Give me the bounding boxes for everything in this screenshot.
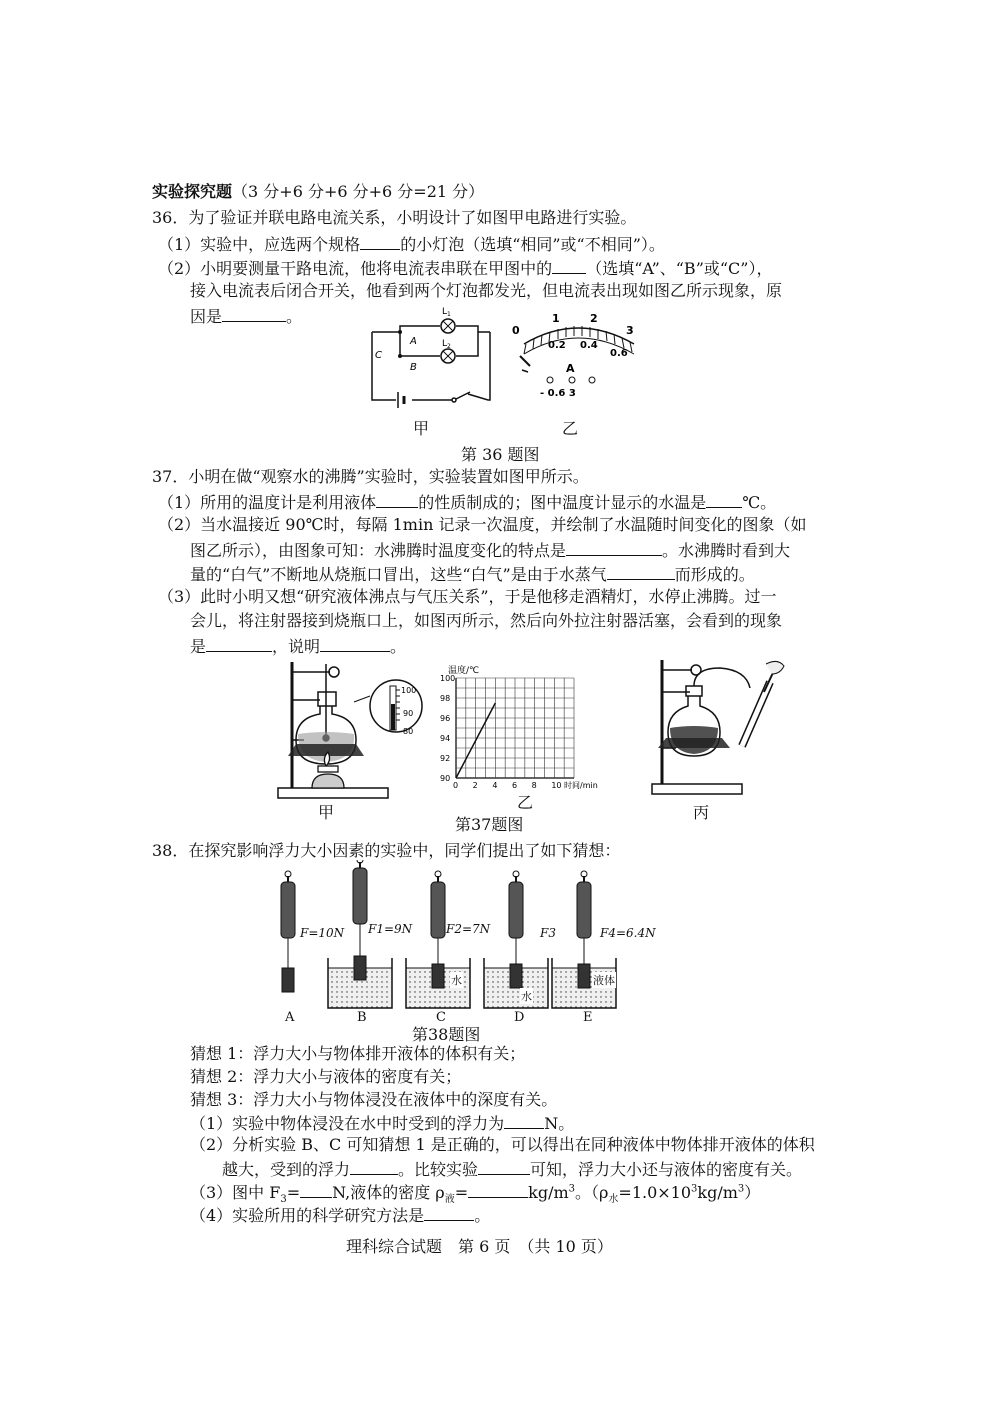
q38-part3-sub3: 水	[608, 1194, 619, 1206]
y-tick-label: 98	[440, 694, 451, 703]
q38-part3-sub2: 液	[444, 1194, 455, 1206]
node-label-a: A	[410, 336, 417, 347]
q37-part2: （2）当水温接近 90℃时，每隔 1min 记录一次温度，并绘制了水温随时间变化的图象（如	[158, 515, 807, 534]
node-label-c: C	[375, 350, 382, 361]
q36-part2-text-b: （选填“A”、“B”或“C”），	[586, 259, 773, 278]
force-label: F4=6.4N	[600, 926, 656, 940]
x-tick-label: 6	[512, 781, 518, 790]
q38-part2-text-c: 。比较实验	[398, 1160, 479, 1179]
answer-blank	[607, 562, 675, 580]
q36-part2-line3	[190, 304, 302, 328]
q38-part2: （2）分析实验 B、C 可知猜想 1 是正确的，可以得出在同种液体中物体排开液体的体积	[190, 1135, 815, 1154]
ammeter-dial	[508, 308, 648, 408]
q38-part1	[190, 1111, 574, 1135]
force-label: F=10N	[300, 926, 345, 940]
q37-part3-line2: 会儿，将注射器接到烧瓶口上，如图丙所示，然后向外拉注射器活塞，会看到的现象	[190, 611, 783, 630]
meter-tick-1: 1	[552, 312, 560, 325]
setup-letter: B	[357, 1010, 367, 1025]
q37-part2-text-d: 量的“白气”不断地从烧瓶口冒出，这些“白气”是由于水蒸气	[190, 565, 607, 584]
q38-part3-text-b: =	[286, 1183, 301, 1202]
q38-part3-text-i: ）	[744, 1183, 761, 1202]
q36-part2-text-d: 因是	[190, 307, 223, 326]
q38-part4	[190, 1203, 490, 1227]
q38-part3-text-c: N,液体的密度 ρ	[332, 1183, 445, 1202]
liquid-label: 液体	[593, 974, 615, 987]
q37-part2-text-e: 而形成的。	[674, 565, 755, 584]
section-points: （3 分+6 分+6 分+6 分=21 分）	[232, 182, 485, 201]
q38-part4-text-a: （4）实验所用的科学研究方法是	[190, 1206, 425, 1225]
liquid-label: 水	[521, 990, 532, 1003]
hypothesis-3: 猜想 3：浮力大小与物体浸没在液体中的深度有关。	[190, 1090, 558, 1109]
q37-part2-line3	[190, 562, 755, 586]
syringe-icon	[742, 661, 784, 746]
q37-part1	[158, 490, 776, 514]
x-tick-label: 2	[472, 781, 478, 790]
setup-letter: A	[285, 1010, 295, 1025]
lamp-icon	[441, 319, 455, 333]
q37-part3-text-e: 。	[390, 637, 407, 656]
section-header	[152, 181, 484, 203]
meter-small-02: 0.2	[548, 340, 566, 351]
syringe-apparatus	[646, 654, 786, 800]
buoyancy-figure	[270, 860, 660, 1030]
fig36-label-b: 乙	[562, 419, 579, 438]
boiling-apparatus	[270, 656, 435, 802]
temperature-chart	[436, 662, 608, 790]
q37-part2-text-c: 。水沸腾时看到大	[662, 541, 791, 560]
fig36-caption: 第 36 题图	[461, 445, 540, 464]
answer-blank	[504, 1111, 544, 1129]
thermo-80: 80	[403, 727, 414, 736]
fig37-caption: 第37题图	[455, 815, 524, 834]
q36-part1-text-b: 的小灯泡（选填“相同”或“不相同”）。	[400, 235, 665, 254]
q38-part2-text-b: 越大，受到的浮力	[222, 1160, 351, 1179]
q37-part1-text-c: ℃。	[742, 493, 777, 512]
q38-part1-text-a: （1）实验中物体浸没在水中时受到的浮力为	[190, 1114, 505, 1133]
answer-blank	[360, 232, 400, 250]
thermo-90: 90	[403, 709, 414, 718]
answer-blank	[320, 634, 390, 652]
q37-part1-text-a: （1）所用的温度计是利用液体	[158, 493, 377, 512]
force-label: F3	[540, 926, 556, 940]
y-tick-label: 92	[440, 754, 451, 763]
x-tick-label: 4	[492, 781, 498, 790]
fig38-caption: 第38题图	[412, 1025, 481, 1044]
fig37-label-c: 丙	[693, 803, 710, 822]
meter-tick-0: 0	[512, 324, 520, 337]
spring-scale-setup	[484, 871, 548, 1008]
q38-part3-sub: 3	[280, 1194, 287, 1206]
answer-blank	[478, 1157, 530, 1175]
q37-part3-line3	[190, 634, 406, 658]
hypothesis-2: 猜想 2：浮力大小与液体的密度有关；	[190, 1067, 462, 1086]
setup-letter: C	[436, 1010, 446, 1025]
lamp-label-l1: $L_1$	[442, 307, 451, 318]
q36-part2-text-e: 。	[286, 307, 303, 326]
q38-stem: 38．在探究影响浮力大小因素的实验中，同学们提出了如下猜想：	[152, 841, 621, 860]
meter-tick-2: 2	[590, 312, 598, 325]
setup-letter: D	[514, 1010, 525, 1025]
circuit-diagram	[360, 304, 500, 414]
q38-part2-text-d: 可知，浮力大小还与液体的密度有关。	[530, 1160, 803, 1179]
setup-letter: E	[583, 1010, 593, 1025]
q36-part2	[158, 256, 772, 280]
q38-part1-text-b: N。	[544, 1114, 575, 1133]
meter-needle	[520, 356, 530, 366]
x-tick-label: 8	[531, 781, 537, 790]
force-label: F2=7N	[446, 922, 491, 936]
meter-small-04: 0.4	[580, 340, 598, 351]
answer-blank	[376, 490, 418, 508]
page-footer: 理科综合试题 第 6 页 （共 10 页）	[346, 1237, 613, 1256]
q37-part3: （3）此时小明又想“研究液体沸点与气压关系”，于是他移走酒精灯，水停止沸腾。过一	[158, 587, 777, 606]
q38-part3-text-g: =1.0×10	[618, 1183, 692, 1202]
q38-part3: （3）图中 $F_3= N$,液体的密度 $\rho_液= kg/m^3$。$(\rho_水=1.0\times 10^3kg/m^3)$	[190, 1180, 760, 1204]
terminal-icon	[589, 377, 595, 383]
chart-ylabel: 温度/℃	[448, 666, 480, 676]
q38-part4-text-b: 。	[474, 1206, 491, 1225]
q36-part1-text-a: （1）实验中，应选两个规格	[158, 235, 361, 254]
hypothesis-1: 猜想 1：浮力大小与物体排开液体的体积有关；	[190, 1044, 526, 1063]
answer-blank	[222, 304, 286, 322]
chart-grid	[456, 678, 574, 778]
y-tick-label: 100	[440, 674, 456, 683]
y-tick-label: 90	[440, 774, 451, 783]
answer-blank	[566, 538, 662, 556]
lamp-icon	[441, 349, 455, 363]
y-tick-label: 94	[440, 734, 451, 743]
q38-part3-text-e: kg/m	[528, 1183, 569, 1202]
wire-gauze	[658, 738, 730, 748]
meter-small-06: 0.6	[610, 348, 628, 359]
q37-part1-text-b: 的性质制成的；图中温度计显示的水温是	[418, 493, 707, 512]
chart-xlabel: 时间/min	[564, 781, 598, 790]
q37-stem: 37．小明在做“观察水的沸腾”实验时，实验装置如图甲所示。	[152, 467, 589, 486]
q37-part3-text-d: ，说明	[272, 637, 321, 656]
answer-blank	[706, 490, 742, 508]
node-label-b: B	[410, 362, 417, 373]
y-tick-label: 96	[440, 714, 451, 723]
spring-scale-setup	[281, 871, 295, 992]
section-title: 实验探究题	[152, 182, 233, 201]
lamp-label-l2: $L_2$	[442, 339, 451, 350]
meter-terminal-values: - 0.6 3	[540, 388, 576, 399]
q38-part3-text-h: kg/m	[697, 1183, 738, 1202]
answer-blank	[552, 256, 586, 274]
q36-part1	[158, 232, 665, 256]
meter-tick-3: 3	[626, 324, 634, 337]
liquid-label: 水	[451, 974, 462, 987]
q37-part3-text-c: 是	[190, 637, 207, 656]
force-label: F1=9N	[368, 922, 413, 936]
answer-blank	[300, 1180, 332, 1198]
fig36-label-a: 甲	[413, 419, 430, 438]
terminal-icon	[547, 377, 553, 383]
q38-part3-text-d: =	[454, 1183, 469, 1202]
q37-part2-line2	[190, 538, 790, 562]
q36-part2-text-a: （2）小明要测量干路电流，他将电流表串联在甲图中的	[158, 259, 553, 278]
fig37-label-b: 乙	[517, 793, 534, 812]
q36-stem: 36．为了验证并联电路电流关系，小明设计了如图甲电路进行实验。	[152, 208, 637, 227]
thermo-100: 100	[401, 686, 417, 695]
x-tick-label: 0	[453, 781, 459, 790]
q37-part2-text-b: 图乙所示），由图象可知：水沸腾时温度变化的特点是	[190, 541, 567, 560]
answer-blank	[424, 1203, 474, 1221]
fig37-label-a: 甲	[318, 803, 335, 822]
answer-blank	[350, 1157, 398, 1175]
x-tick-label: 10	[551, 781, 562, 790]
q38-part3-text-f: 。（ρ	[575, 1183, 609, 1202]
meter-terminal-label: A	[566, 362, 575, 375]
answer-blank	[468, 1180, 528, 1198]
q38-part3-text-a: （3）图中 F	[190, 1183, 281, 1202]
answer-blank	[206, 634, 272, 652]
q36-part2-line2: 接入电流表后闭合开关，他看到两个灯泡都发光，但电流表出现如图乙所示现象，原	[190, 281, 783, 300]
terminal-icon	[569, 377, 575, 383]
q38-part2-line2	[222, 1157, 802, 1181]
